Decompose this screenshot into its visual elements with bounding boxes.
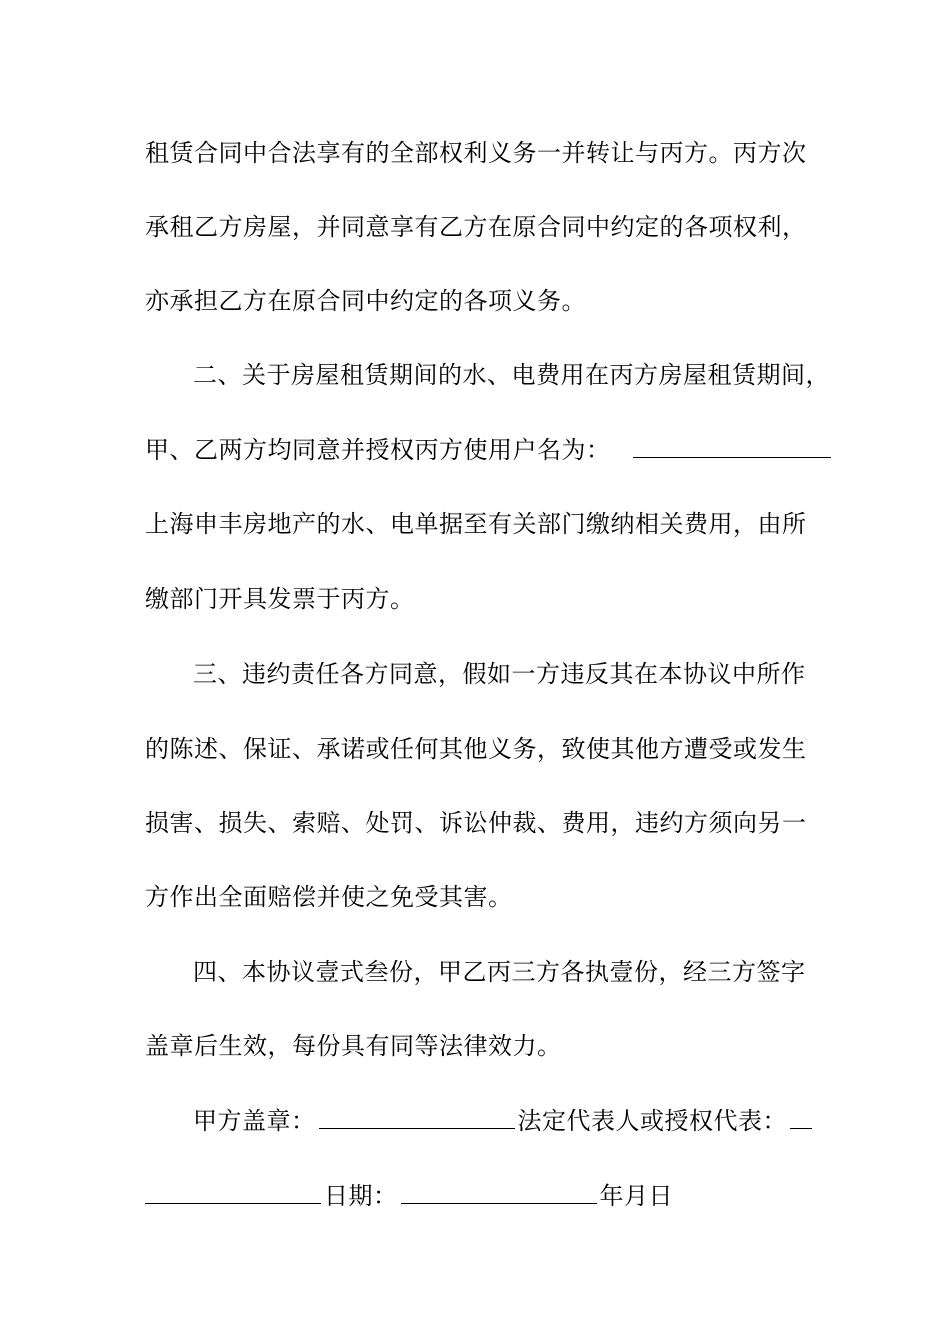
paragraph-line: 亦承担乙方在原合同中约定的各项义务。 xyxy=(145,287,586,315)
paragraph-line: 上海申丰房地产的水、电单据至有关部门缴纳相关费用，由所 xyxy=(145,510,807,538)
date-label: 日期： xyxy=(324,1182,398,1210)
legal-rep-label: 法定代表人或授权代表： xyxy=(517,1107,787,1135)
clause-four-heading-line: 四、本协议壹式叁份，甲乙丙三方各执壹份，经三方签字 xyxy=(193,958,806,986)
date-blank[interactable] xyxy=(401,1177,597,1204)
paragraph-line: 盖章后生效，每份具有同等法律效力。 xyxy=(145,1032,562,1060)
account-name-blank[interactable] xyxy=(633,431,831,458)
paragraph-line: 缴部门开具发票于丙方。 xyxy=(145,585,415,613)
party-a-seal-blank[interactable] xyxy=(319,1102,515,1129)
clause-three-heading-line: 三、违约责任各方同意，假如一方违反其在本协议中所作 xyxy=(193,660,806,688)
legal-rep-blank-continued[interactable] xyxy=(145,1177,321,1204)
paragraph-text: 甲、乙两方均同意并授权丙方使用户名为： xyxy=(145,436,611,464)
paragraph-line: 的陈述、保证、承诺或任何其他义务，致使其他方遭受或发生 xyxy=(145,735,807,763)
paragraph-line-with-blank xyxy=(145,430,825,470)
paragraph-line: 损害、损失、索赔、处罚、诉讼仲裁、费用，违约方须向另一 xyxy=(145,809,807,837)
legal-rep-blank[interactable] xyxy=(790,1102,812,1129)
date-suffix: 年月日 xyxy=(599,1182,673,1210)
party-a-seal-label: 甲方盖章： xyxy=(193,1107,316,1135)
paragraph-line: 租赁合同中合法享有的全部权利义务一并转让与丙方。丙方次 xyxy=(145,139,807,167)
paragraph-line: 承租乙方房屋，并同意享有乙方在原合同中约定的各项权利， xyxy=(145,213,807,241)
date-line xyxy=(145,1176,825,1216)
paragraph-line: 方作出全面赔偿并使之免受其害。 xyxy=(145,883,513,911)
clause-two-heading-line: 二、关于房屋租赁期间的水、电费用在丙方房屋租赁期间， xyxy=(193,361,830,389)
signature-line xyxy=(193,1101,873,1141)
